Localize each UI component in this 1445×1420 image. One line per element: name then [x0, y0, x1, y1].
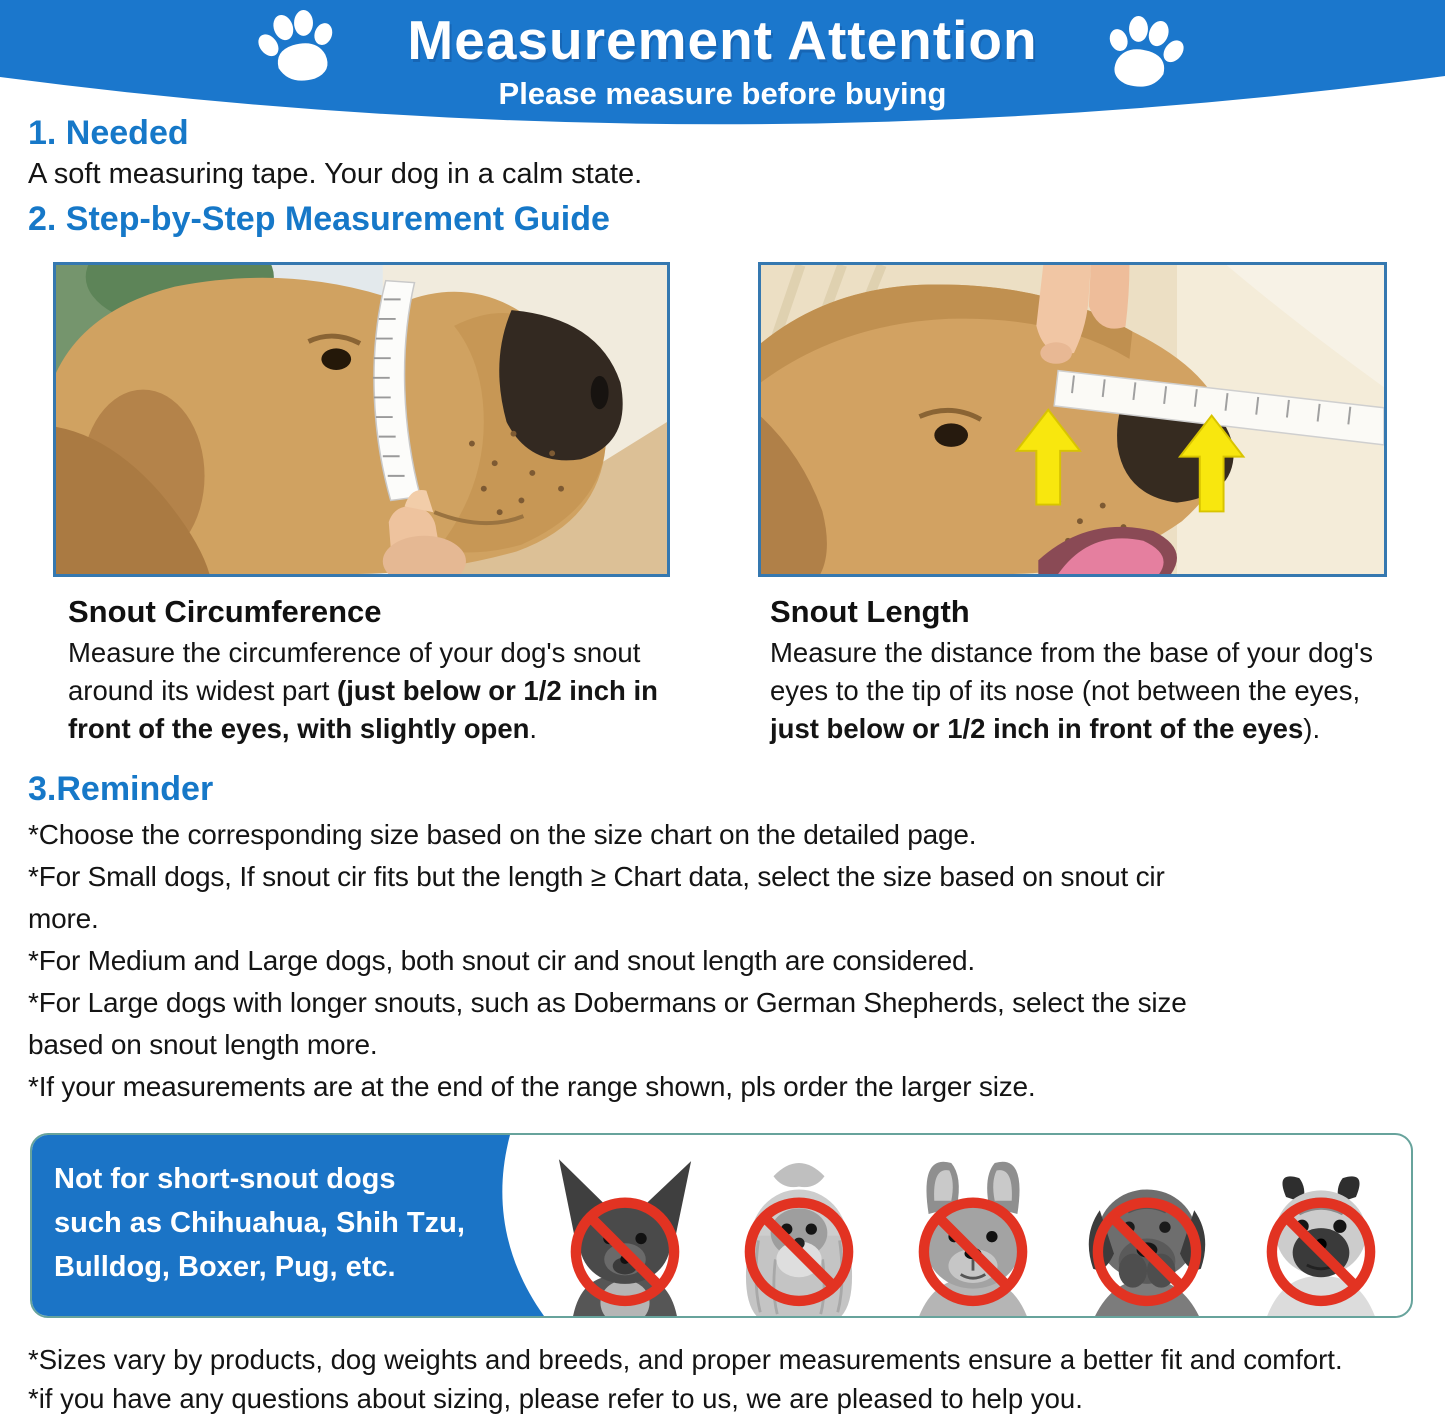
caption-line: just below or 1/2 inch in front of the eyes). [770, 713, 1321, 744]
caption-title-length: Snout Length [770, 594, 970, 629]
reminder-line: *If your measurements are at the end of the range shown, pls order the larger size. [28, 1071, 1036, 1102]
reminder-line: *Choose the corresponding size based on the size chart on the detailed page. [28, 819, 977, 850]
snout-circumference-photo [53, 262, 670, 577]
caption-line: Measure the circumference of your dog's snout [68, 637, 641, 668]
reminder-line: more. [28, 903, 99, 934]
dog-tape-along-snout-illustration [761, 265, 1384, 574]
caption-title-circumference: Snout Circumference [68, 594, 382, 629]
page-title: Measurement Attention [407, 9, 1038, 71]
caption-line: eyes to the tip of its nose (not between the eyes, [770, 675, 1361, 706]
snout-length-photo [758, 262, 1387, 577]
reminder-line: *For Small dogs, If snout cir fits but the length ≥ Chart data, select the size based on snout cir [28, 861, 1165, 892]
warning-line: Not for short-snout dogs [54, 1163, 396, 1195]
section-heading-guide: 2. Step-by-Step Measurement Guide [28, 200, 610, 238]
warning-text [54, 1157, 465, 1289]
caption-line: around its widest part (just below or 1/2 inch in [68, 675, 658, 706]
dog-french-bulldog-icon [887, 1146, 1059, 1316]
caption-line: front of the eyes, with slightly open. [68, 713, 538, 744]
dog-chihuahua-icon [539, 1146, 711, 1316]
banner [0, 0, 1445, 180]
needed-text: A soft measuring tape. Your dog in a calm state. [28, 158, 643, 190]
not-for-short-snout-dogs-box [30, 1133, 1413, 1318]
dog-pug-icon [1235, 1146, 1407, 1316]
prohibited-dogs-row [537, 1146, 1407, 1316]
reminder-line: based on snout length more. [28, 1029, 378, 1060]
reminder-line: *For Medium and Large dogs, both snout cir and snout length are considered. [28, 945, 975, 976]
footer-note-line: *if you have any questions about sizing, please refer to us, we are pleased to help you. [28, 1383, 1083, 1414]
footer-note-line: *Sizes vary by products, dog weights and breeds, and proper measurements ensure a better fit and comfort. [28, 1344, 1343, 1375]
dog-tape-around-snout-illustration [56, 265, 667, 574]
caption-body-length [770, 634, 1435, 748]
reminder-list [28, 814, 1187, 1108]
warning-line: such as Chihuahua, Shih Tzu, [54, 1207, 465, 1239]
section-heading-reminder: 3.Reminder [28, 770, 214, 808]
caption-line: Measure the distance from the base of your dog's [770, 637, 1373, 668]
caption-body-circumference [68, 634, 733, 748]
footer-notes [28, 1340, 1343, 1418]
section-heading-needed: 1. Needed [28, 114, 189, 152]
dog-shih-tzu-icon [713, 1146, 885, 1316]
reminder-line: *For Large dogs with longer snouts, such as Dobermans or German Shepherds, select the size [28, 987, 1187, 1018]
dog-boxer-icon [1061, 1146, 1233, 1316]
page-subtitle: Please measure before buying [498, 76, 947, 111]
warning-line: Bulldog, Boxer, Pug, etc. [54, 1251, 396, 1283]
